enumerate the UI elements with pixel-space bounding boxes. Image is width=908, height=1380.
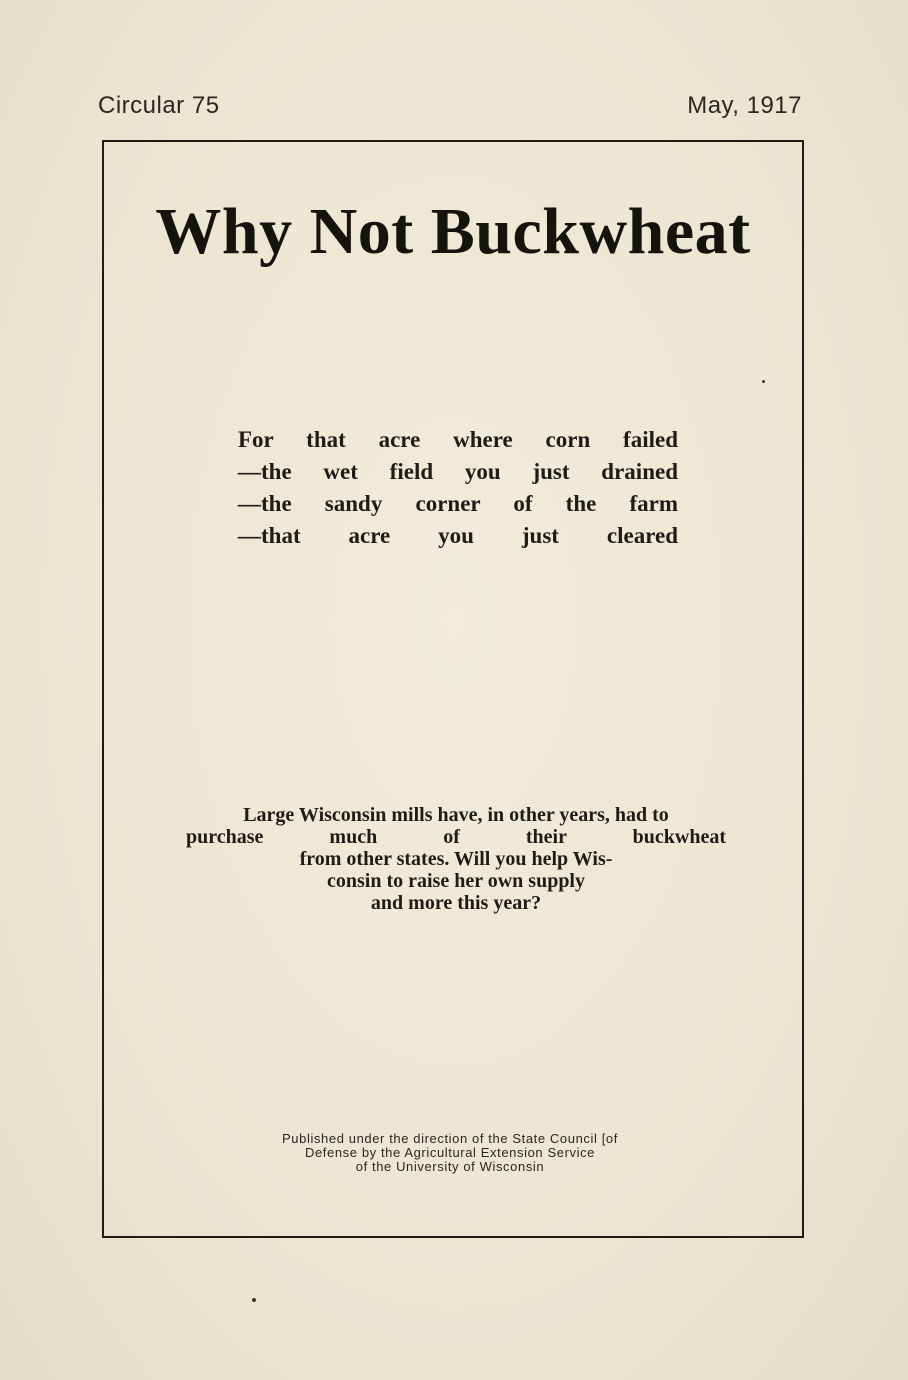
paper-speck — [252, 1298, 256, 1302]
publisher-line: Published under the direction of the State Council [of — [282, 1131, 618, 1146]
page-title: Why Not Buckwheat — [155, 195, 751, 268]
publisher-line: of the University of Wisconsin — [355, 1159, 545, 1174]
appeal-paragraph — [150, 804, 762, 914]
publisher-note — [200, 1132, 700, 1174]
appeal-line: purchase much of their buckwheat — [186, 826, 726, 848]
publication-date: May, 1917 — [687, 92, 802, 119]
appeal-line: Large Wisconsin mills have, in other years, had to — [243, 804, 669, 826]
paper-speck — [762, 380, 765, 383]
appeal-line: from other states. Will you help Wis- — [299, 848, 613, 870]
subtitle-line: For that acre where corn failed — [238, 427, 678, 452]
subtitle-lines — [238, 424, 678, 552]
subtitle-line: —the wet field you just drained — [238, 459, 678, 484]
publisher-line: Defense by the Agricultural Extension Service — [304, 1145, 596, 1160]
subtitle-line: —the sandy corner of the farm — [238, 491, 678, 516]
content-border-frame — [102, 140, 804, 1238]
circular-number: Circular 75 — [98, 92, 220, 119]
appeal-line: consin to raise her own supply — [326, 870, 585, 892]
subtitle-line: —that acre you just cleared — [238, 523, 678, 548]
appeal-line: and more this year? — [370, 892, 542, 914]
